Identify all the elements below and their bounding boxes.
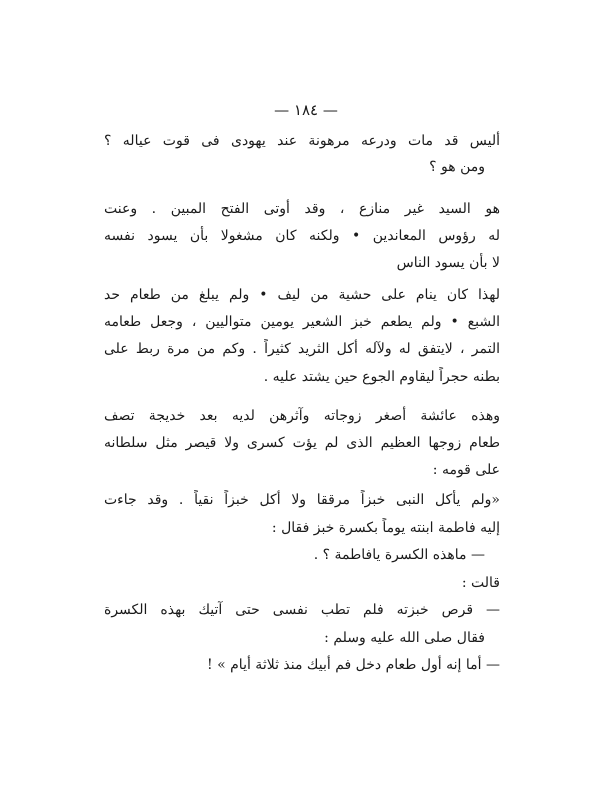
text-line: — قرص خبزته فلم تطب نفسى حتى آتيك بهذه الكسرة [104,602,500,618]
text-line: لهذا كان ينام على حشية من ليف • ولم يبلغ من طعام حد [104,287,500,303]
text-line: أليس قد مات ودرعه مرهونة عند يهودى فى قوت عياله ؟ [104,133,500,149]
text-line: طعام زوجها العظيم الذى لم يؤت كسرى ولا قيصر مثل سلطانه [104,435,500,451]
text-line: بطنه حجراً ليقاوم الجوع حين يشتد عليه . [263,369,500,385]
text-line: التمر ، لايتفق له ولآله أكل الثريد كثيراً . وكم من مرة ربط على [104,341,500,357]
text-line: الشبع • ولم يطعم خبز الشعير يومين متواليين ، وجعل طعامه [104,314,500,330]
page-number: — ١٨٤ — [274,101,338,119]
text-line: لا بأن يسود الناس [396,255,500,271]
text-line: إليه فاطمة ابنته يوماً بكسرة خبز فقال : [271,520,500,536]
text-line: وهذه عائشة أصغر زوجاته وآثرهن لديه بعد خديجة تصف [104,408,500,424]
text-line: «ولم يأكل النبى خبزاً مرققا ولا أكل خبزاً نقياً . وقد جاءت [104,492,500,508]
text-line: هو السيد غير منازع ، وقد أوتى الفتح المبين . وعنت [104,201,500,217]
text-line: — أما إنه أول طعام دخل فم أبيك منذ ثلاثة أيام » ! [207,657,500,673]
text-line: فقال صلى الله عليه وسلم : [324,630,485,646]
text-line: قالت : [461,575,500,591]
text-line: — ماهذه الكسرة يافاطمة ؟ . [313,547,485,563]
text-line: على قومه : [432,462,500,478]
text-line: ومن هو ؟ [429,159,485,175]
text-line: له رؤوس المعاندين • ولكنه كان مشغولا بأن يسود نفسه [104,228,500,244]
